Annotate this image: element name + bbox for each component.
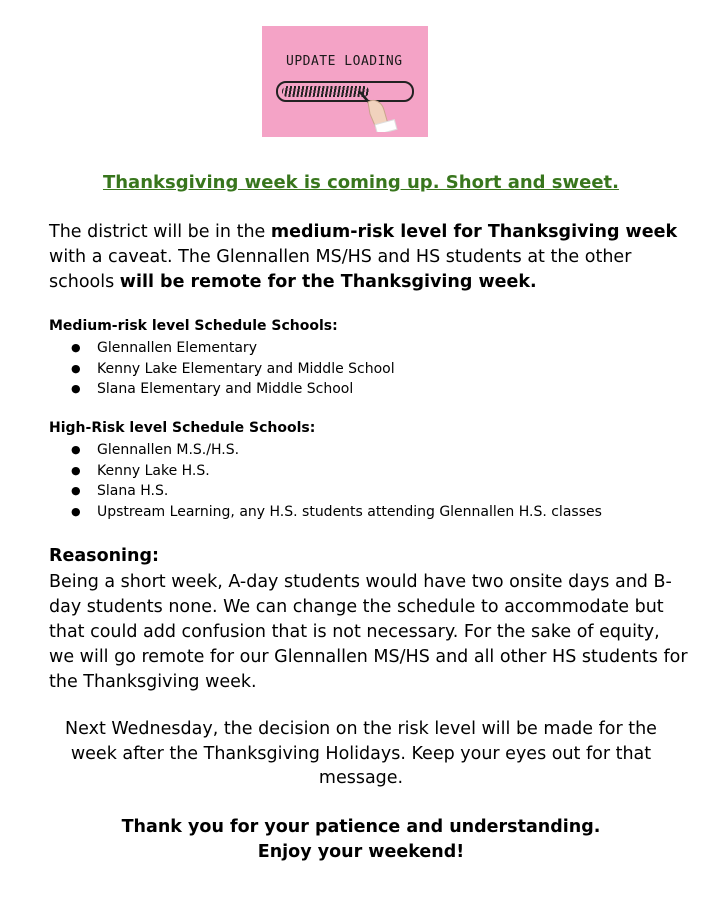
closing-line-2: Enjoy your weekend! xyxy=(257,841,465,862)
medium-risk-heading: Medium-risk level Schedule Schools: xyxy=(49,318,338,334)
medium-risk-list xyxy=(49,338,395,400)
list-item: ● Slana H.S. xyxy=(49,481,602,502)
hand-with-pen-icon xyxy=(358,88,398,132)
page-title: Thanksgiving week is coming up. Short and sweet. xyxy=(102,172,620,193)
list-item: ● Kenny Lake H.S. xyxy=(49,461,602,482)
reasoning-paragraph: Being a short week, A-day students would have two onsite days and B-day students none. We can change the schedule to accommodate but that could add confusion that is not necessary. For the sake of equity, we will go remote for our Glennallen MS/HS and all other HS students for the Thanksgiving week. xyxy=(49,572,688,692)
intro-text-1: The district will be in the xyxy=(49,222,271,242)
next-wednesday-paragraph: Next Wednesday, the decision on the risk level will be made for the week after the Thanksgiving Holidays. Keep your eyes out for that message. xyxy=(65,719,657,788)
reasoning-heading: Reasoning: xyxy=(49,546,160,566)
image-caption: UPDATE LOADING xyxy=(286,54,403,69)
list-item: ● Glennallen Elementary xyxy=(49,338,395,359)
list-item: ● Upstream Learning, any H.S. students attending Glennallen H.S. classes xyxy=(49,502,602,523)
intro-paragraph xyxy=(49,220,689,295)
closing-message xyxy=(40,815,682,864)
intro-text-2: with a caveat. The Glennallen MS/HS and HS students at the other schools xyxy=(49,247,632,292)
list-item: ● Glennallen M.S./H.S. xyxy=(49,440,602,461)
list-item: ● Slana Elementary and Middle School xyxy=(49,379,395,400)
loading-bar-fill xyxy=(282,86,369,97)
intro-bold-1: medium-risk level for Thanksgiving week xyxy=(270,222,678,242)
intro-bold-2: will be remote for the Thanksgiving week. xyxy=(119,272,537,292)
closing-line-1: Thank you for your patience and understanding. xyxy=(121,817,601,837)
high-risk-heading: High-Risk level Schedule Schools: xyxy=(49,420,316,436)
high-risk-list xyxy=(49,440,602,522)
update-loading-image xyxy=(262,26,428,137)
list-item: ● Kenny Lake Elementary and Middle School xyxy=(49,359,395,380)
